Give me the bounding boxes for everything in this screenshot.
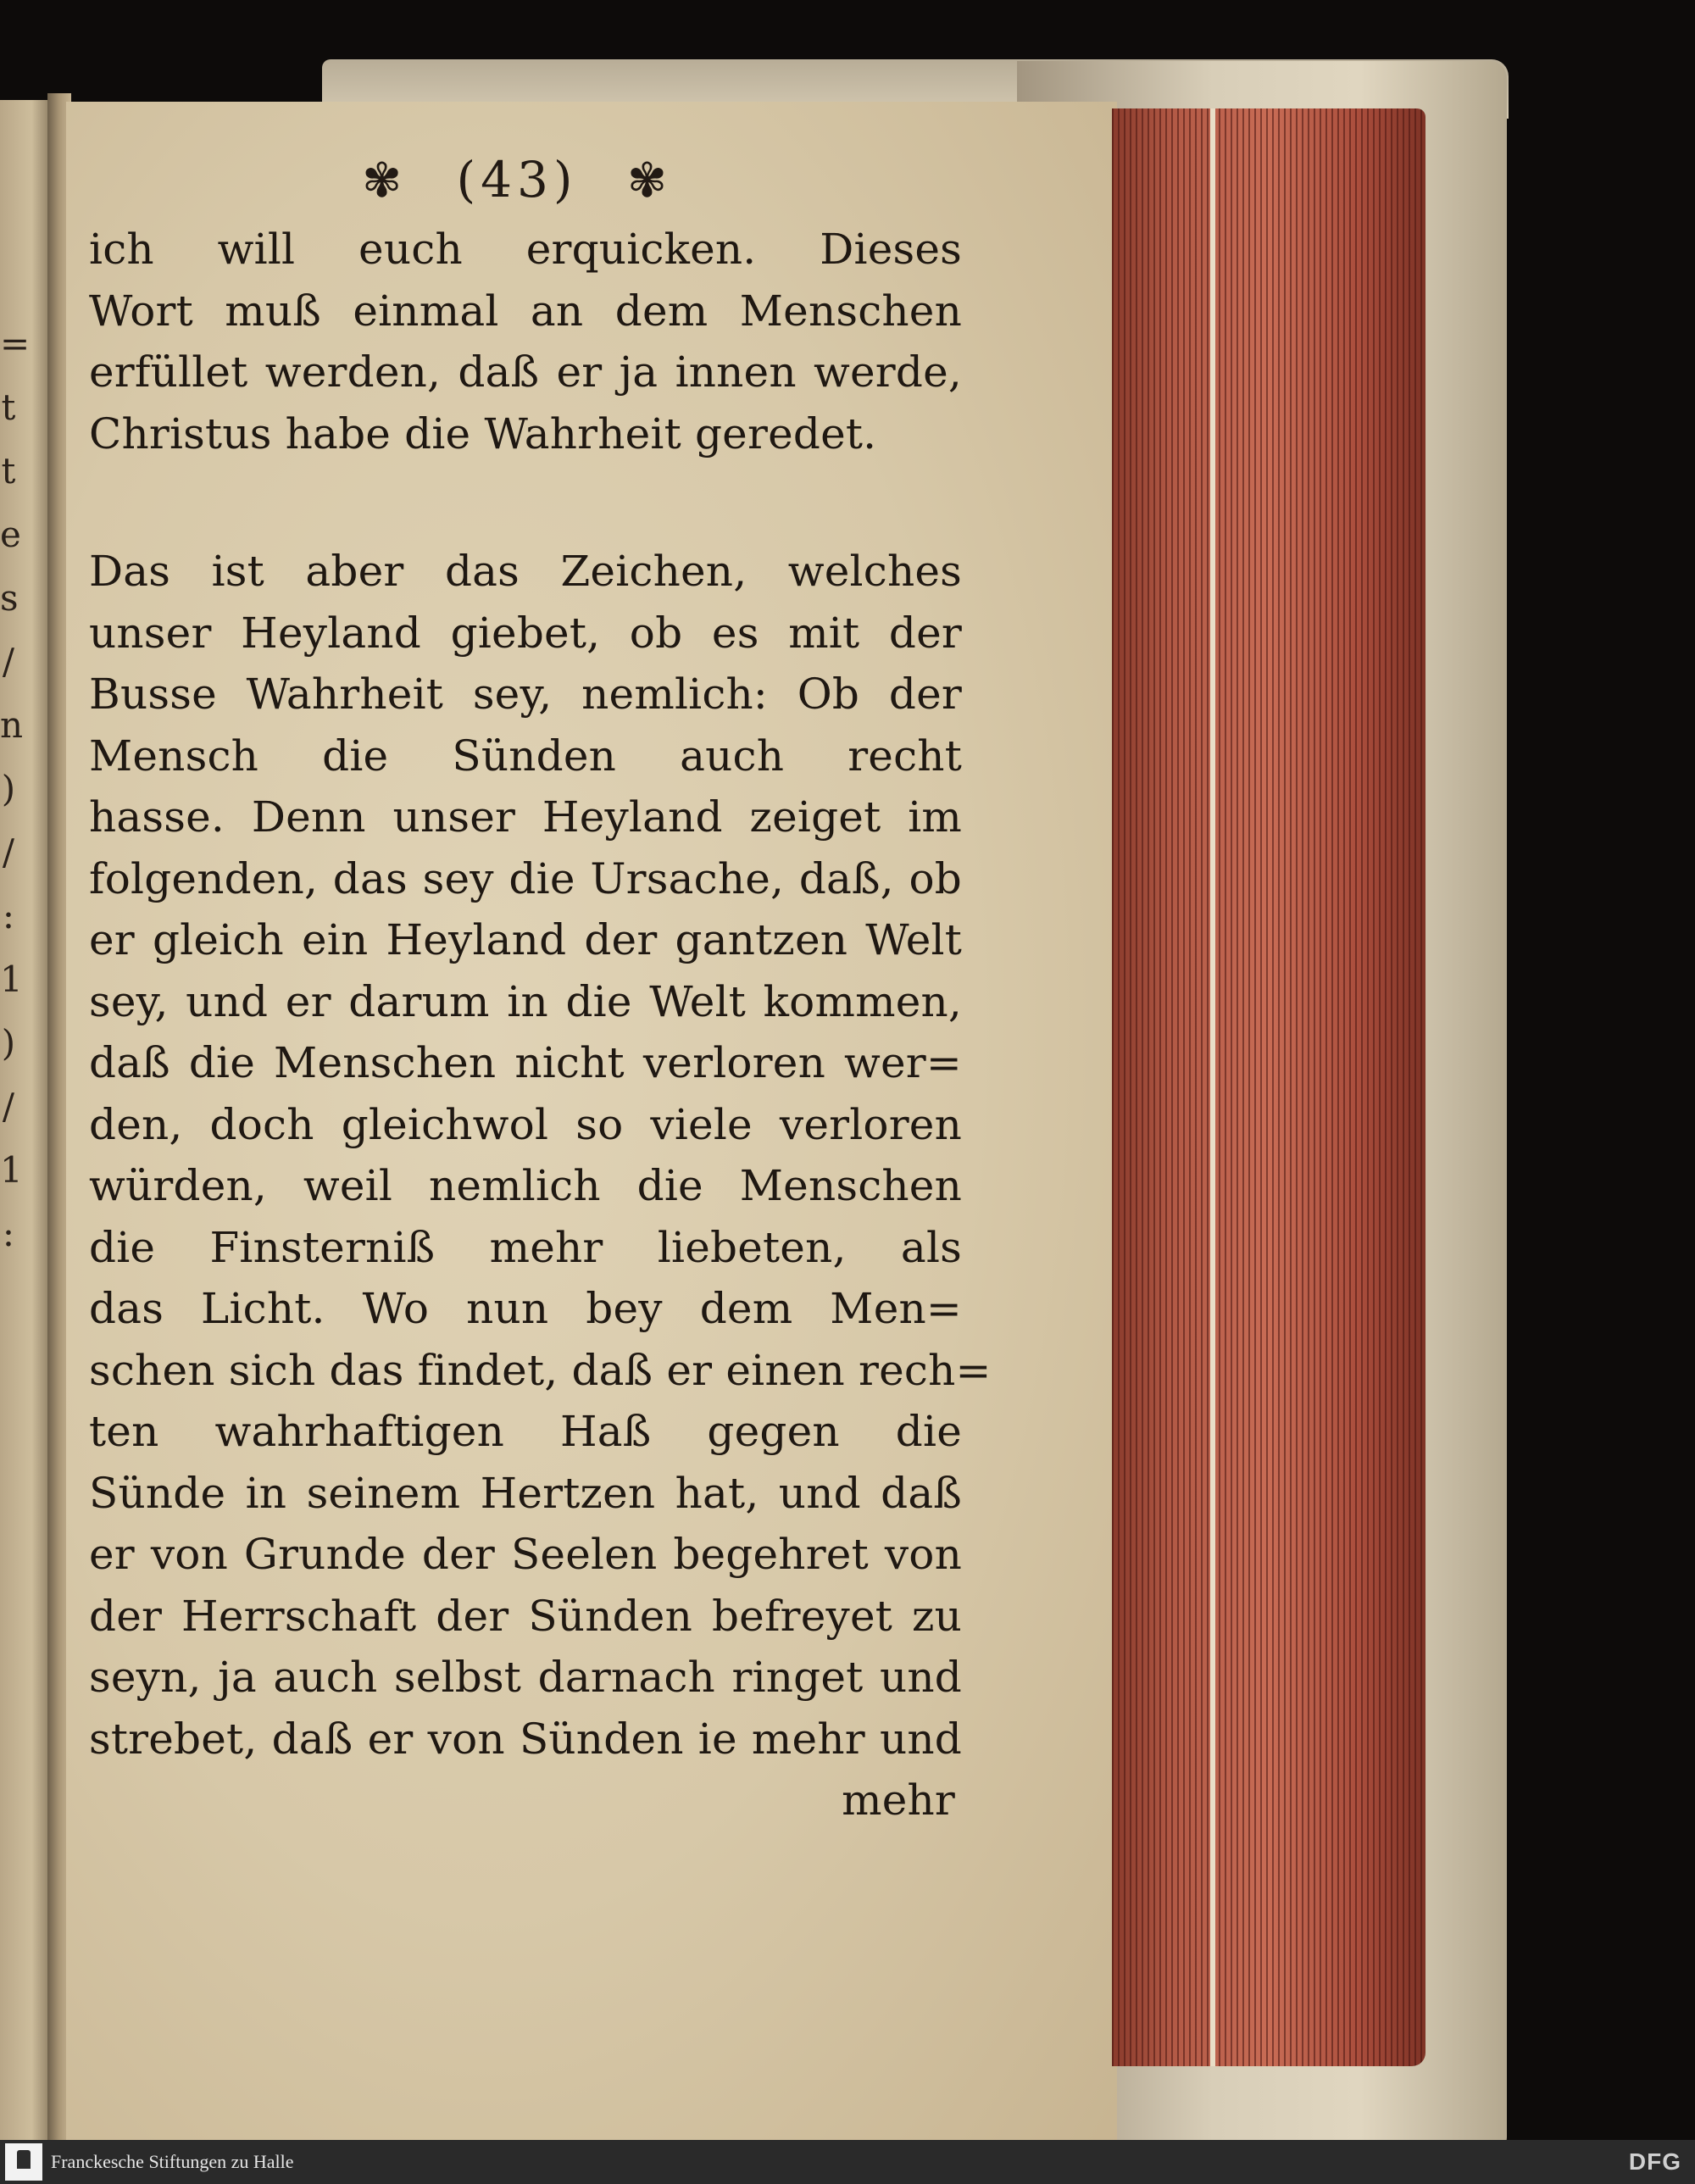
- paragraph-gap: [89, 464, 962, 541]
- margin-fragment: n: [0, 704, 24, 746]
- text-line: das Licht. Wo nun bey dem Men=: [89, 1284, 962, 1333]
- flower-ornament-icon: ✾: [362, 153, 408, 208]
- text-line: die Finsterniß mehr liebeten, als: [89, 1222, 962, 1272]
- text-line: ich will euch erquicken. Dieses: [89, 225, 962, 274]
- flower-ornament-icon: ✾: [626, 153, 672, 208]
- margin-fragment: /: [2, 641, 15, 682]
- institution-name: Franckesche Stiftungen zu Halle: [51, 2151, 294, 2172]
- text-line: strebet, daß er von Sünden ie mehr und: [89, 1714, 962, 1764]
- text-line: seyn, ja auch selbst darnach ringet und: [89, 1653, 962, 1702]
- text-line: Sünde in seinem Hertzen hat, und daß: [89, 1468, 962, 1518]
- text-line: er von Grunde der Seelen begehret von: [89, 1530, 962, 1579]
- text-line: sey, und er darum in die Welt kommen,: [89, 976, 962, 1026]
- dfg-logo: DFG: [1628, 2148, 1681, 2175]
- margin-fragment: s: [0, 577, 19, 619]
- margin-fragment: ): [1, 768, 16, 809]
- margin-fragment: t: [1, 450, 16, 492]
- text-line: unser Heyland giebet, ob es mit der: [89, 608, 962, 658]
- text-line: Christus habe die Wahrheit geredet.: [89, 408, 877, 458]
- left-margin-fragments: [0, 312, 31, 1265]
- margin-fragment: 1: [0, 1149, 23, 1191]
- text-line: er gleich ein Heyland der gantzen Welt: [89, 915, 962, 964]
- text-line: schen sich das findet, daß er einen rech=: [89, 1345, 992, 1395]
- margin-fragment: :: [2, 1213, 15, 1254]
- text-line: der Herrschaft der Sünden befreyet zu: [89, 1591, 962, 1641]
- left-page-edge: [0, 100, 53, 2159]
- text-line: ten wahrhaftigen Haß gegen die: [89, 1407, 962, 1456]
- text-line: den, doch gleichwol so viele verloren: [89, 1099, 962, 1149]
- page-text: [89, 219, 992, 1831]
- page-number: (43): [456, 151, 578, 208]
- text-line: hasse. Denn unser Heyland zeiget im: [89, 792, 962, 842]
- text-line: Mensch die Sünden auch recht: [89, 731, 962, 781]
- margin-fragment: :: [2, 895, 15, 936]
- text-line: erfüllet werden, daß er ja innen werde,: [89, 347, 962, 397]
- page-edge-gap: [1210, 108, 1215, 2066]
- text-line: Wort muß einmal an dem Menschen: [89, 286, 962, 336]
- margin-fragment: t: [1, 386, 16, 428]
- margin-fragment: e: [0, 514, 21, 555]
- margin-fragment: 1: [0, 959, 23, 1000]
- text-line: würden, weil nemlich die Menschen: [89, 1161, 962, 1210]
- text-line: Busse Wahrheit sey, nemlich: Ob der: [89, 670, 962, 719]
- running-head: [339, 151, 695, 208]
- margin-fragment: =: [0, 323, 31, 364]
- institution-logo-icon: [5, 2143, 42, 2181]
- margin-fragment: /: [2, 1086, 15, 1127]
- red-page-edges: [1112, 108, 1425, 2066]
- footer-bar: [0, 2140, 1695, 2184]
- margin-fragment: /: [2, 831, 15, 873]
- text-line: folgenden, das sey die Ursache, daß, ob: [89, 853, 962, 903]
- text-line: daß die Menschen nicht verloren wer=: [89, 1038, 962, 1087]
- text-line: Das ist aber das Zeichen, welches: [89, 547, 962, 596]
- catchword: mehr: [842, 1776, 955, 1825]
- margin-fragment: ): [1, 1022, 16, 1064]
